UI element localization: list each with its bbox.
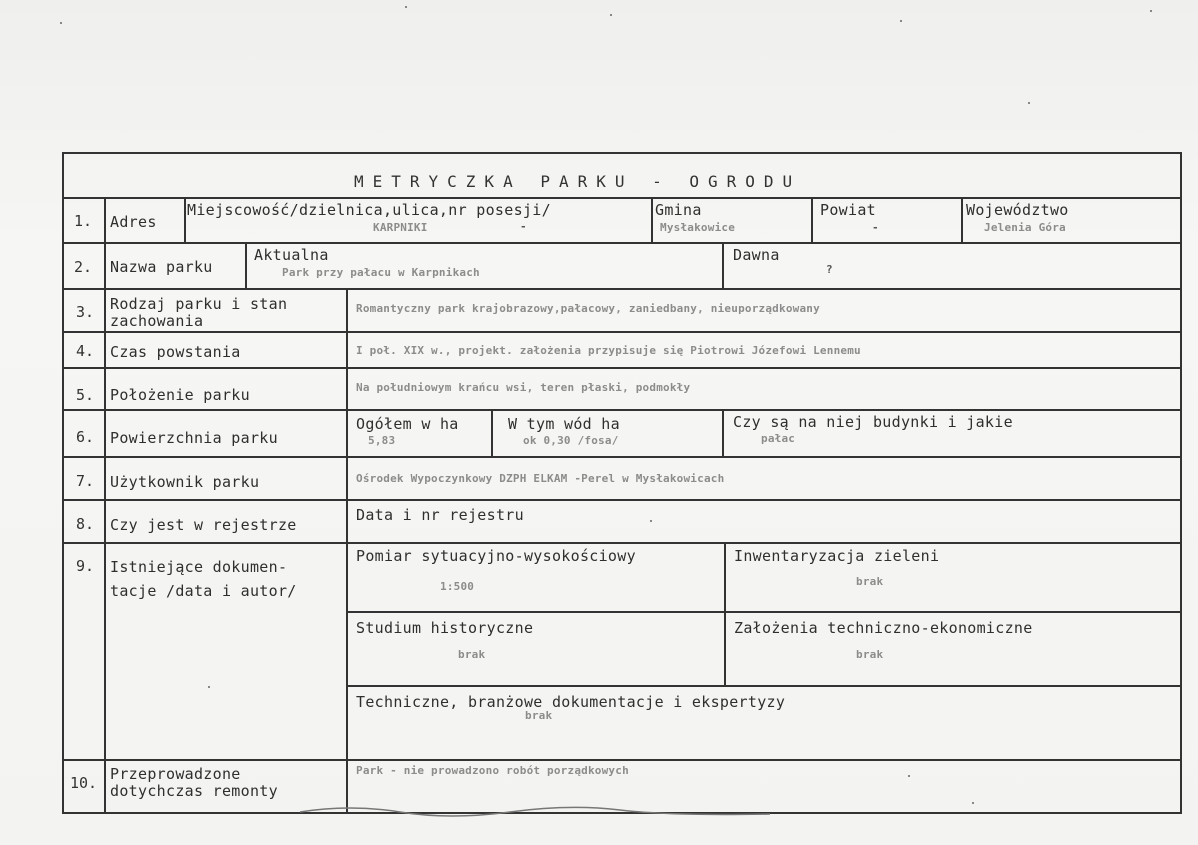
- cell-divider: [651, 197, 653, 242]
- location-label: Położenie parku: [110, 386, 250, 404]
- scan-speck: [405, 6, 407, 8]
- historical-study-label: Studium historyczne: [356, 619, 534, 637]
- documentation-label-cont: tacje /data i autor/: [110, 582, 297, 600]
- cell-divider: [724, 542, 726, 685]
- current-name-value: Park przy pałacu w Karpnikach: [282, 266, 480, 279]
- powiat-value: -: [872, 221, 879, 234]
- scan-speck: [208, 686, 210, 688]
- water-area-value: ok 0,30 /fosa/: [523, 434, 619, 447]
- tech-econ-label: Założenia techniczno-ekonomiczne: [734, 619, 1033, 637]
- number-column-divider: [104, 197, 106, 812]
- row-number: 7.: [76, 472, 95, 490]
- row-number: 9.: [76, 557, 95, 575]
- cell-divider: [961, 197, 963, 242]
- voivodeship-label: Województwo: [966, 201, 1069, 219]
- industry-docs-label: Techniczne, branżowe dokumentacje i ekspertyzy: [356, 693, 786, 711]
- address-dash: -: [520, 220, 527, 233]
- row-divider: [62, 759, 1182, 761]
- park-type-label-cont: zachowania: [110, 312, 204, 330]
- cell-divider: [722, 409, 724, 456]
- form-title: METRYCZKA PARKU - OGRODU: [354, 172, 802, 191]
- water-area-label: W tym wód ha: [508, 415, 620, 433]
- industry-docs-value: brak: [525, 709, 553, 722]
- total-area-label: Ogółem w ha: [356, 415, 459, 433]
- address-label: Adres: [110, 213, 157, 231]
- documentation-label: Istniejące dokumen-: [110, 558, 288, 576]
- renovations-value: Park - nie prowadzono robót porządkowych: [356, 764, 629, 777]
- survey-value: 1:500: [440, 580, 475, 593]
- table-border-left: [62, 152, 64, 814]
- scan-speck: [1150, 10, 1152, 12]
- historical-study-value: brak: [458, 648, 486, 661]
- cell-divider: [811, 197, 813, 242]
- user-label: Użytkownik parku: [110, 473, 260, 491]
- former-name-value: ?: [826, 263, 833, 276]
- row-divider: [346, 685, 1182, 687]
- scan-speck: [1028, 102, 1030, 104]
- gmina-value: Mysłakowice: [660, 221, 736, 234]
- row-divider: [62, 409, 1182, 411]
- row-number: 4.: [76, 342, 95, 360]
- label-column-divider: [346, 288, 348, 812]
- park-name-label: Nazwa parku: [110, 258, 213, 276]
- cell-divider: [722, 242, 724, 288]
- total-area-value: 5,83: [368, 434, 396, 447]
- table-border-top: [62, 152, 1182, 154]
- cell-divider: [184, 197, 186, 242]
- tech-econ-value: brak: [856, 648, 884, 661]
- gmina-label: Gmina: [655, 201, 702, 219]
- row-divider: [62, 367, 1182, 369]
- torn-edge-mark: [290, 800, 810, 824]
- greenery-inventory-label: Inwentaryzacja zieleni: [734, 547, 940, 565]
- row-number: 8.: [76, 515, 95, 533]
- park-type-label: Rodzaj parku i stan: [110, 295, 288, 313]
- row-number: 10.: [70, 774, 98, 792]
- scan-speck: [60, 22, 62, 24]
- row-divider: [62, 499, 1182, 501]
- cell-divider: [245, 242, 247, 288]
- former-name-label: Dawna: [733, 246, 780, 264]
- current-name-label: Aktualna: [254, 246, 329, 264]
- buildings-value: pałac: [761, 432, 796, 445]
- row-divider: [62, 331, 1182, 333]
- survey-label: Pomiar sytuacyjno-wysokościowy: [356, 547, 636, 565]
- row-divider: [346, 611, 1182, 613]
- powiat-label: Powiat: [820, 201, 876, 219]
- row-divider: [62, 242, 1182, 244]
- greenery-inventory-value: brak: [856, 575, 884, 588]
- row-number: 6.: [76, 428, 95, 446]
- park-type-value: Romantyczny park krajobrazowy,pałacowy, zaniedbany, nieuporządkowany: [356, 302, 820, 315]
- creation-time-value: I poł. XIX w., projekt. założenia przypisuje się Piotrowi Józefowi Lennemu: [356, 344, 861, 357]
- cell-divider: [491, 409, 493, 456]
- scan-speck: [650, 520, 652, 522]
- location-value: Na południowym krańcu wsi, teren płaski, podmokły: [356, 381, 691, 394]
- row-number: 5.: [76, 386, 95, 404]
- scan-speck: [610, 14, 612, 16]
- address-value: KARPNIKI: [373, 221, 428, 234]
- table-border-right: [1180, 152, 1182, 814]
- voivodeship-value: Jelenia Góra: [984, 221, 1066, 234]
- buildings-label: Czy są na niej budynki i jakie: [733, 413, 1013, 431]
- scan-speck: [972, 802, 974, 804]
- scan-speck: [900, 20, 902, 22]
- address-field-label: Miejscowość/dzielnica,ulica,nr posesji/: [187, 201, 551, 219]
- creation-time-label: Czas powstania: [110, 343, 241, 361]
- row-divider: [62, 456, 1182, 458]
- row-number: 1.: [74, 212, 93, 230]
- renovations-label-cont: dotychczas remonty: [110, 782, 278, 800]
- register-label: Czy jest w rejestrze: [110, 516, 297, 534]
- area-label: Powierzchnia parku: [110, 429, 278, 447]
- row-divider: [62, 197, 1182, 199]
- register-date-label: Data i nr rejestru: [356, 506, 524, 524]
- row-divider: [62, 542, 1182, 544]
- row-number: 2.: [74, 258, 93, 276]
- row-divider: [62, 288, 1182, 290]
- scan-speck: [908, 775, 910, 777]
- renovations-label: Przeprowadzone: [110, 765, 241, 783]
- user-value: Ośrodek Wypoczynkowy DZPH ELKAM -Perel w Mysłakowicach: [356, 472, 725, 485]
- row-number: 3.: [76, 303, 95, 321]
